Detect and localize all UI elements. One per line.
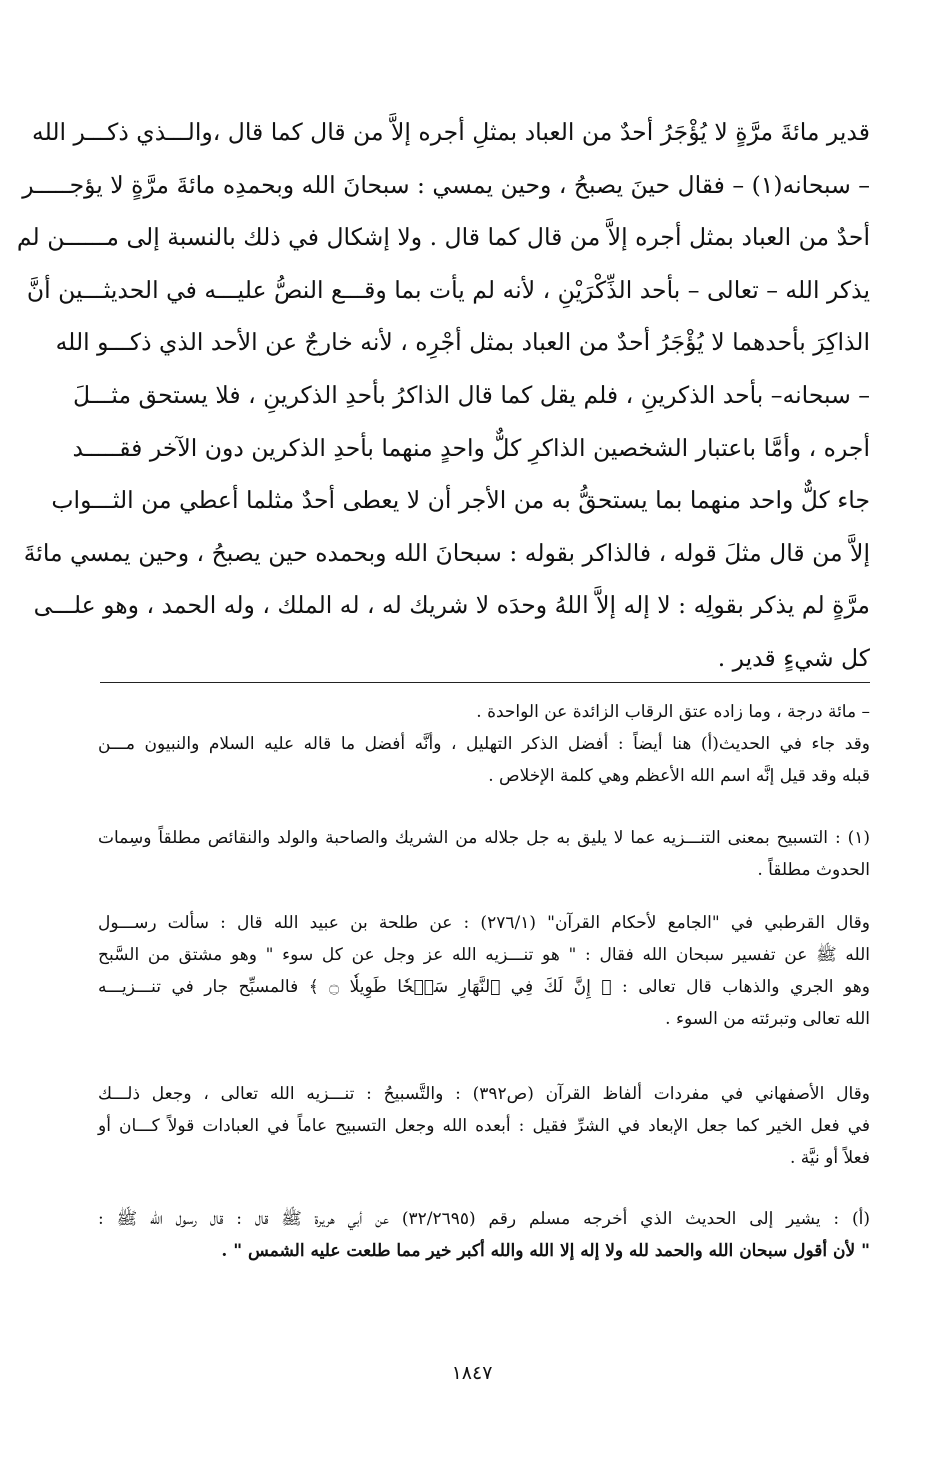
footnote-line: فعلاً أو نيَّة . <box>790 1148 870 1168</box>
main-text-line: كل شيءٍ قدير . <box>717 643 870 672</box>
footnote-line: وقال القرطبي في "الجامع لأحكام القرآن" (٢٧٦/١) : عن طلحة بن عبيد الله قال : سألت رســـول <box>98 913 870 933</box>
main-text-line: أجره ، وأمَّا باعتبار الشخصين الذاكرِ كلٌّ واحدٍ منهما بأحدِ الذكرين دون الآخر فقـــــد <box>72 433 870 462</box>
footnote-line: الله تعالى وتبرئته من السوء . <box>665 1009 870 1029</box>
footnote-alef <box>98 1203 870 1267</box>
main-text-line: – سبحانه(١) – فقال حينَ يصبحُ ، وحين يمسي : سبحانَ الله وبحمدِه مائةَ مرَّةٍ لا يؤجـــــر <box>22 170 870 199</box>
main-text-line: يذكر الله – تعالى – بأحد الذِّكْرَيْنِ ، لأنه لم يأت بما وقـــع النصُّ عليـــه في الحديثـــين أنَّ <box>26 275 870 304</box>
main-text-line: قدير مائةَ مرَّةٍ لا يُؤْجَرُ أحدٌ من العباد بمثلِ أجره إلاَّ من قال كما قال ،والـــذي ذكـــر الله <box>32 118 870 146</box>
footnote-line: في فعل الخير كما جعل الإبعاد في الشرِّ فقيل : أبعده الله وجعل التسبيح عاماً في العبادات قولاً كـــان أو <box>98 1116 870 1136</box>
footnote-qurtubi <box>98 907 870 1035</box>
main-text-line: إلاَّ من قال مثلَ قوله ، فالذاكر بقوله : سبحانَ الله وبحمده حين يصبحُ ، وحين يمسي مائةَ <box>23 538 870 567</box>
footnote-line: قبله وقد قيل إنَّه اسم الله الأعظم وهي كلمة الإخلاص . <box>488 766 870 786</box>
main-text-line: – سبحانه– بأحد الذكرينِ ، فلم يقل كما قال الذاكرُ بأحدِ الذكرينِ ، فلا يستحق مثـــلَ <box>72 380 870 409</box>
footnote-asfahani <box>98 1078 870 1174</box>
main-text-line: أحدٌ من العباد بمثل أجره إلاَّ من قال كما قال . ولا إشكال في ذلك بالنسبة إلى مــــــن لم <box>16 223 870 252</box>
footnote-line: – مائة درجة ، وما زاده عتق الرقاب الزائدة عن الواحدة . <box>476 702 870 722</box>
footnote-separator <box>100 682 870 683</box>
footnote-line: (أ) : يشير إلى الحديث الذي أخرجه مسلم رقم (٣٢/٢٦٩٥) عن أبي هريرة ﷺ قال : قال رسول الله ﷺ : <box>98 1209 870 1229</box>
hadith-quote-line: " لأن أقول سبحان الله والحمد لله ولا إله إلا الله والله أكبر خير مما طلعت عليه الشمس " . <box>221 1241 870 1261</box>
footnote-line: وقال الأصفهاني في مفردات ألفاظ القرآن (ص٣٩٢) : والتَّسبيحُ : تنـــزيه الله تعالى ، وجعل ذلـــك <box>98 1084 870 1104</box>
footnote-line: وهو الجري والذهاب قال تعالى : ﴿ إِنَّ لَكَ فِي ٱلنَّهَارِ سَبۡحٗا طَوِيلٗا ۝ ﴾ فالمسبِّح جار في تنـــزيـــه <box>98 977 870 997</box>
footnote-continuation <box>98 696 870 792</box>
main-text-line: الذاكِرَ بأحدهما لا يُؤْجَرُ أحدٌ من العباد بمثل أجْرِه ، لأنه خارجٌ عن الأحد الذي ذكـــو الله <box>55 328 870 357</box>
footnote-line: وقد جاء في الحديث(أ) هنا أيضاً : أفضل الذكر التهليل ، وأنَّه أفضل ما قاله عليه السلام والنبيون مـــن <box>98 734 870 754</box>
main-text-block <box>16 106 870 685</box>
footnote-1 <box>98 822 870 886</box>
main-text-line: مرَّةٍ لم يذكر بقولِه : لا إله إلاَّ اللهُ وحدَه لا شريك له ، له الملك ، وله الحمد ، وهو علـــى <box>33 591 870 620</box>
page-number: ١٨٤٧ <box>451 1362 493 1384</box>
footnote-line: (١) : التسبيح بمعنى التنـــزيه عما لا يليق به جل جلاله من الشريك والصاحبة والولد والنقائص مطلقاً وسِمات <box>98 828 870 848</box>
footnote-line: الله ﷺ عن تفسير سبحان الله فقال : " هو تنـــزيه الله عز وجل عن كل سوء " وهو مشتق من السَّبح <box>98 945 870 965</box>
main-text-line: جاء كلٌّ واحد منهما بما يستحقُّ به من الأجر أن لا يعطى أحدٌ مثلما أعطي من الثـــواب <box>51 486 870 515</box>
footnote-line: الحدوث مطلقاً . <box>757 860 870 880</box>
